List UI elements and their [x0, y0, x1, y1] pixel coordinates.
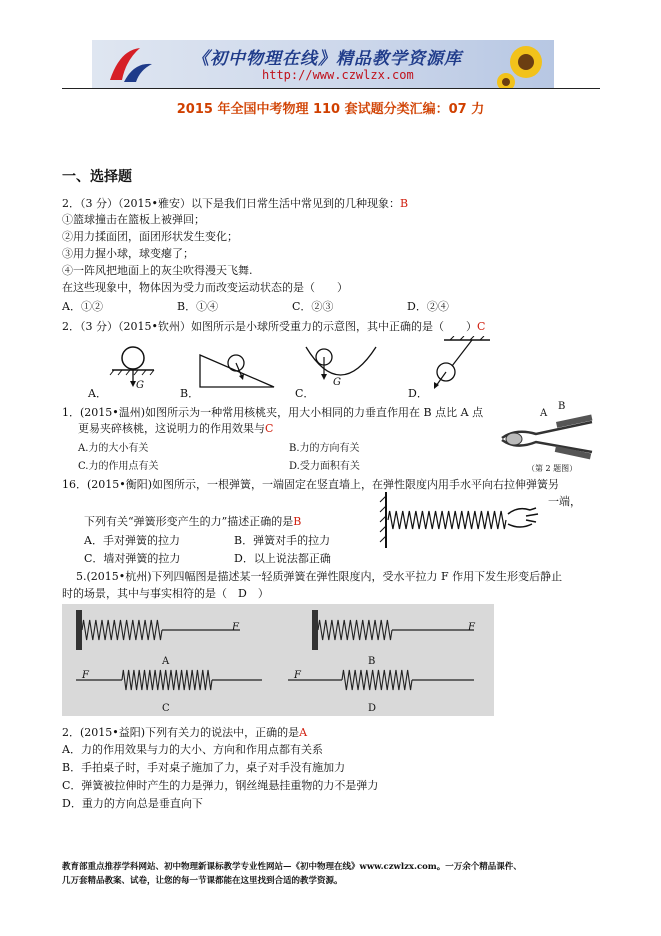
- q4-stem-line1: 16．(2015•衡阳)如图所示，一根弹簧，一端固定在竖直墙上，在弹性限度内用手水平向右拉伸弹簧另: [62, 478, 560, 491]
- q2-figure-d: [424, 336, 494, 392]
- q1-option-d: D．②④: [407, 300, 449, 313]
- footer-line-1: 教育部重点推荐学科网站、初中物理新课标教学专业性网站—《初中物理在线》www.czwlzx.com。一万余个精品课件、: [62, 862, 522, 872]
- banner-title: 《初中物理在线》精品教学资源库: [192, 49, 462, 69]
- header-rule: [62, 88, 600, 89]
- q4-spring-hand-figure: [376, 490, 546, 550]
- q5-figure-photo: [62, 604, 494, 716]
- q5-panel-label-c: C: [162, 703, 170, 714]
- q2-option-b: B．: [180, 387, 200, 400]
- logo-icon: [100, 40, 160, 88]
- q5-spring-c: [122, 670, 212, 690]
- q6-option-c: C．弹簧被拉伸时产生的力是弹力，钢丝绳悬挂重物的力不是弹力: [62, 779, 379, 792]
- q1-option-b: B．①④: [177, 300, 219, 313]
- q1-item-1: ①篮球撞击在篮板上被弹回；: [62, 213, 205, 226]
- q1-item-4: ④一阵风把地面上的灰尘吹得漫天飞舞.: [62, 264, 253, 277]
- q2-option-d: D．: [408, 387, 428, 400]
- q2-figure-a: [108, 343, 158, 393]
- q6-option-a: A．力的作用效果与力的大小、方向和作用点都有关系: [62, 743, 323, 756]
- q1-option-a: A．①②: [62, 300, 103, 313]
- q1-item-2: ②用力揉面团，面团形状发生变化；: [62, 230, 238, 243]
- page-footer: [62, 860, 602, 888]
- sunflower-icon: [494, 40, 554, 88]
- q3-point-a: A: [540, 408, 548, 419]
- q3-option-d: D.受力面积有关: [289, 461, 360, 472]
- q4-option-d: D．以上说法都正确: [234, 552, 331, 565]
- q5-wall-a: [76, 610, 82, 650]
- q5-force-label-c: F: [82, 670, 89, 681]
- q2-figure-b: [198, 343, 278, 393]
- q5-spring-d: [342, 670, 412, 690]
- q3-stem-line1: 1．(2015•温州)如图所示为一种常用核桃夹，用大小相同的力垂直作用在 B 点比 A 点: [62, 406, 484, 419]
- q2-option-c: C．: [295, 387, 315, 400]
- q5-stem-line2: 时的场景，其中与事实相符的是（ D ）: [62, 587, 269, 600]
- q1-stem: 2．（3 分）（2015•雅安）以下是我们日常生活中常见到的几种现象：B: [62, 197, 409, 210]
- q2-stem: 2．（3 分）（2015•钦州）如图所示是小球所受重力的示意图，其中正确的是（ ）C: [62, 320, 486, 333]
- q6-option-b: B．手拍桌子时，手对桌子施加了力，桌子对手没有施加力: [62, 761, 346, 774]
- q3-answer: C: [265, 422, 274, 435]
- q3-option-c: C.力的作用点有关: [78, 461, 159, 472]
- q5-stem-line1: 5.(2015•杭州)下列四幅图是描述某一轻质弹簧在弹性限度内，受水平拉力 F 作用下发生形变后静止: [76, 570, 563, 583]
- q5-spring-a: [82, 620, 162, 640]
- q2-force-label-c: G: [333, 377, 341, 388]
- q4-stem-end: 一端，: [548, 495, 581, 508]
- q6-answer: A: [299, 726, 308, 739]
- q4-answer: B: [293, 515, 302, 528]
- q6-stem: 2．(2015•益阳)下列有关力的说法中，正确的是A: [62, 726, 308, 739]
- q3-point-b: B: [558, 401, 566, 412]
- banner-url: http://www.czwlzx.com: [262, 68, 414, 82]
- q5-force-label-b: F: [468, 622, 475, 633]
- q1-item-3: ③用力握小球，球变瘪了；: [62, 247, 194, 260]
- q2-answer: C: [476, 320, 486, 333]
- q2-force-label-a: G: [136, 380, 144, 391]
- q1-question: 在这些现象中，物体因为受力而改变运动状态的是（ ）: [62, 281, 348, 294]
- q5-wall-b: [312, 610, 318, 650]
- q2-option-a: A．: [88, 387, 107, 400]
- q3-figure-caption: （第 2 题图）: [527, 464, 578, 473]
- q5-springs-figure: [62, 604, 494, 716]
- q1-option-c: C．②③: [292, 300, 334, 313]
- q4-option-a: A．手对弹簧的拉力: [84, 534, 180, 547]
- q5-spring-b: [318, 620, 392, 640]
- header-banner: [92, 40, 554, 88]
- q4-option-c: C．墙对弹簧的拉力: [84, 552, 181, 565]
- section-title: 一、选择题: [62, 169, 132, 185]
- q5-panel-label-d: D: [368, 703, 377, 714]
- footer-line-2: 几万套精品教案、试卷，让您的每一节课都能在这里找到合适的教学资源。: [62, 876, 343, 886]
- q5-force-label-d: F: [294, 670, 301, 681]
- q1-answer: B: [399, 197, 409, 210]
- q5-panel-label-a: A: [162, 656, 170, 667]
- q3-stem-line2: 更易夹碎核桃，这说明力的作用效果与C: [78, 422, 274, 435]
- q3-option-b: B.力的方向有关: [289, 443, 360, 454]
- q5-force-label-a: F: [232, 622, 239, 633]
- q6-option-d: D．重力的方向总是垂直向下: [62, 797, 203, 810]
- doc-title: 2015 年全国中考物理 110 套试题分类汇编：07 力: [176, 102, 485, 117]
- q4-stem-line2: 下列有关“弹簧形变产生的力”描述正确的是B: [84, 515, 302, 528]
- q4-option-b: B．弹簧对手的拉力: [234, 534, 331, 547]
- q3-nutcracker-figure: [496, 412, 596, 462]
- q5-panel-label-b: B: [368, 656, 376, 667]
- q3-option-a: A.力的大小有关: [78, 443, 149, 454]
